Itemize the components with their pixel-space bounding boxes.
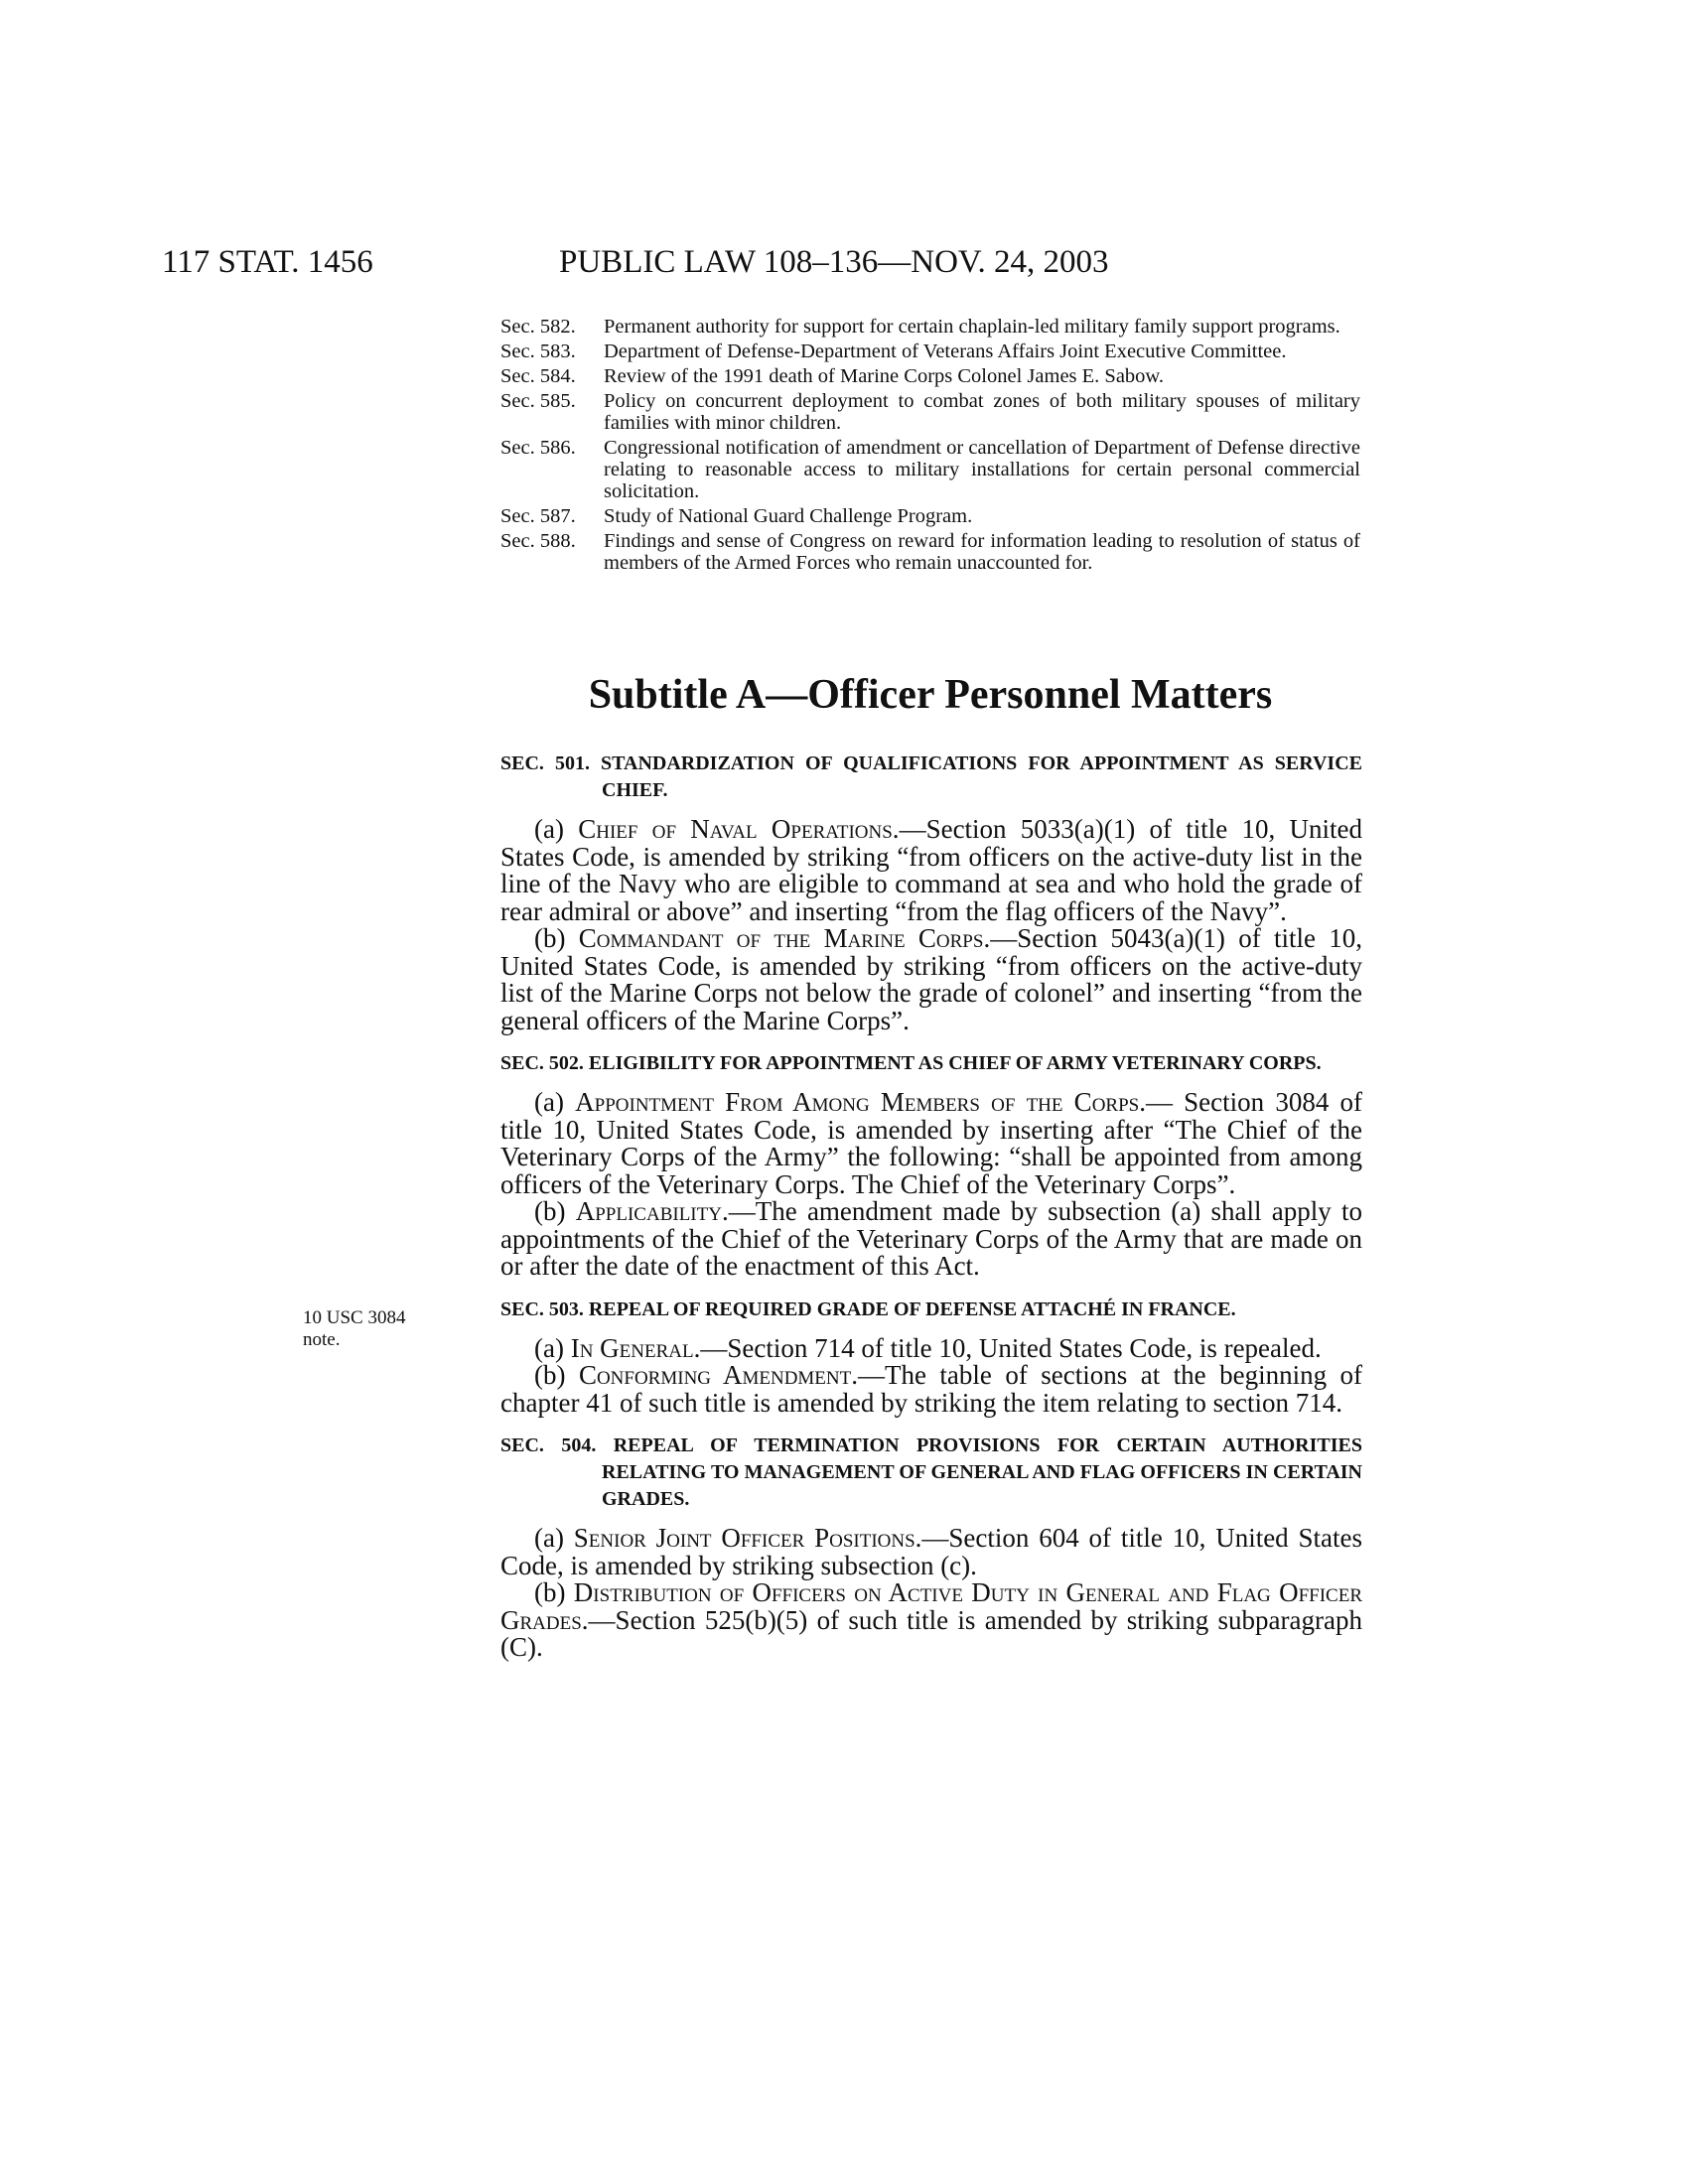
subsection-caption: Chief of Naval Operations. <box>578 814 900 844</box>
subsection-b <box>500 1198 1362 1281</box>
subsection-label: (a) <box>534 1087 576 1117</box>
subsection-caption: Senior Joint Officer Positions. <box>573 1523 922 1553</box>
toc-section-title: Findings and sense of Congress on reward for information leading to resolution of status of members of the Armed Forces who remain unaccounted for. <box>604 530 1360 574</box>
toc-entry <box>500 530 1360 574</box>
toc-entry <box>500 316 1360 338</box>
subsection-text: —The amendment made by subsection (a) shall apply to appointments of the Chief of the Veterinary Corps of the Army that are made on or after the date of the enactment of this Act. <box>500 1196 1362 1281</box>
margin-note-suffix: note. <box>303 1329 341 1350</box>
toc-section-title: Permanent authority for support for certain chaplain-led military family support programs. <box>604 316 1340 338</box>
section-heading: SEC. 502. ELIGIBILITY FOR APPOINTMENT AS CHIEF OF ARMY VETERINARY CORPS. <box>500 1052 1322 1074</box>
subsection-label: (b) <box>534 923 579 953</box>
statute-page-number: 117 STAT. 1456 <box>162 244 373 280</box>
toc-entry <box>500 365 1360 387</box>
subsection-label: (a) <box>534 1523 574 1553</box>
subsection-label: (b) <box>534 1196 576 1226</box>
toc-section-number: Sec. 588. <box>500 530 576 552</box>
toc-section-title: Department of Defense-Department of Veterans Affairs Joint Executive Committee. <box>604 341 1287 362</box>
subsection-b <box>500 1362 1362 1417</box>
toc-section-title: Policy on concurrent deployment to combat zones of both military spouses of military families with minor children. <box>604 390 1360 434</box>
subsection-label: (a) <box>534 814 579 844</box>
table-of-contents <box>500 316 1360 577</box>
subsection-a <box>500 1089 1362 1198</box>
subsection-caption: Commandant of the Marine Corps. <box>578 923 991 953</box>
toc-entry <box>500 390 1360 434</box>
margin-note-citation: 10 USC 3084 <box>303 1307 406 1328</box>
section-501 <box>500 751 1362 1034</box>
toc-section-number: Sec. 586. <box>500 437 576 459</box>
subsection-text: —Section 714 of title 10, United States Code, is repealed. <box>700 1332 1322 1363</box>
toc-section-title: Congressional notification of amendment or cancellation of Department of Defense directive relating to reasonable access to military installations for certain personal commercial solicitation. <box>604 437 1360 502</box>
subsection-caption: Appointment From Among Members of the Corps. <box>575 1087 1146 1117</box>
toc-section-number: Sec. 582. <box>500 316 576 338</box>
toc-section-title: Review of the 1991 death of Marine Corps Colonel James E. Sabow. <box>604 365 1165 387</box>
subsection-caption: Distribution of Officers on Active Duty in General and Flag Officer Grades. <box>500 1577 1362 1635</box>
subsection-caption: Conforming Amendment. <box>578 1360 858 1390</box>
subsection-label: (b) <box>534 1360 579 1390</box>
section-heading: SEC. 504. REPEAL OF TERMINATION PROVISIONS FOR CERTAIN AUTHORITIES RELATING TO MANAGEMENT OF GENERAL AND FLAG OFFICERS IN CERTAIN GRADES. <box>500 1434 1362 1510</box>
document-body <box>500 751 1362 1662</box>
toc-section-number: Sec. 583. <box>500 341 576 362</box>
toc-section-title: Study of National Guard Challenge Program. <box>604 505 973 527</box>
page-header <box>162 244 1373 284</box>
toc-entry <box>500 505 1360 527</box>
subtitle-heading: Subtitle A—Officer Personnel Matters <box>588 672 1273 718</box>
public-law-title: PUBLIC LAW 108–136—NOV. 24, 2003 <box>559 244 1109 280</box>
subsection-b <box>500 925 1362 1034</box>
subsection-text: —Section 604 of title 10, United States Code, is amended by striking subsection (c). <box>500 1523 1362 1580</box>
subsection-b <box>500 1579 1362 1662</box>
margin-note <box>303 1307 405 1351</box>
section-502 <box>500 1050 1362 1281</box>
subsection-label: (b) <box>534 1577 574 1607</box>
subsection-label: (a) <box>534 1332 571 1363</box>
section-heading: SEC. 501. STANDARDIZATION OF QUALIFICATIONS FOR APPOINTMENT AS SERVICE CHIEF. <box>500 752 1362 801</box>
subsection-caption: Applicability. <box>575 1196 729 1226</box>
subsection-a <box>500 1525 1362 1579</box>
subsection-a <box>500 1332 1362 1363</box>
toc-entry <box>500 341 1360 362</box>
subsection-text: — Section 3084 of title 10, United States Code, is amended by inserting after “The Chief of the Veterinary Corps of the Army” the following: “shall be appointed from among officers of the Veterinary Corps. The Chief of the Veterinary Corps”. <box>500 1087 1363 1199</box>
toc-section-number: Sec. 587. <box>500 505 576 527</box>
subsection-text: —The table of sections at the beginning of chapter 41 of such title is amended by striking the item relating to section 714. <box>500 1360 1363 1418</box>
toc-section-number: Sec. 584. <box>500 365 576 387</box>
subsection-text: —Section 5033(a)(1) of title 10, United States Code, is amended by striking “from officers on the active-duty list in the line of the Navy who are eligible to command at sea and who hold the grade of rear admiral or above” and inserting “from the flag officers of the Navy”. <box>500 814 1363 926</box>
toc-section-number: Sec. 585. <box>500 390 576 412</box>
section-heading: SEC. 503. REPEAL OF REQUIRED GRADE OF DEFENSE ATTACHÉ IN FRANCE. <box>500 1297 1236 1320</box>
subsection-text: —Section 5043(a)(1) of title 10, United States Code, is amended by striking “from officers on the active-duty list of the Marine Corps not below the grade of colonel” and inserting “from the general officers of the Marine Corps”. <box>500 923 1363 1035</box>
subsection-a <box>500 816 1362 925</box>
section-503 <box>500 1297 1362 1418</box>
section-504 <box>500 1433 1362 1662</box>
subsection-text: —Section 525(b)(5) of such title is amended by striking subparagraph (C). <box>500 1604 1362 1662</box>
toc-entry <box>500 437 1360 502</box>
subsection-caption: In General. <box>570 1332 701 1363</box>
